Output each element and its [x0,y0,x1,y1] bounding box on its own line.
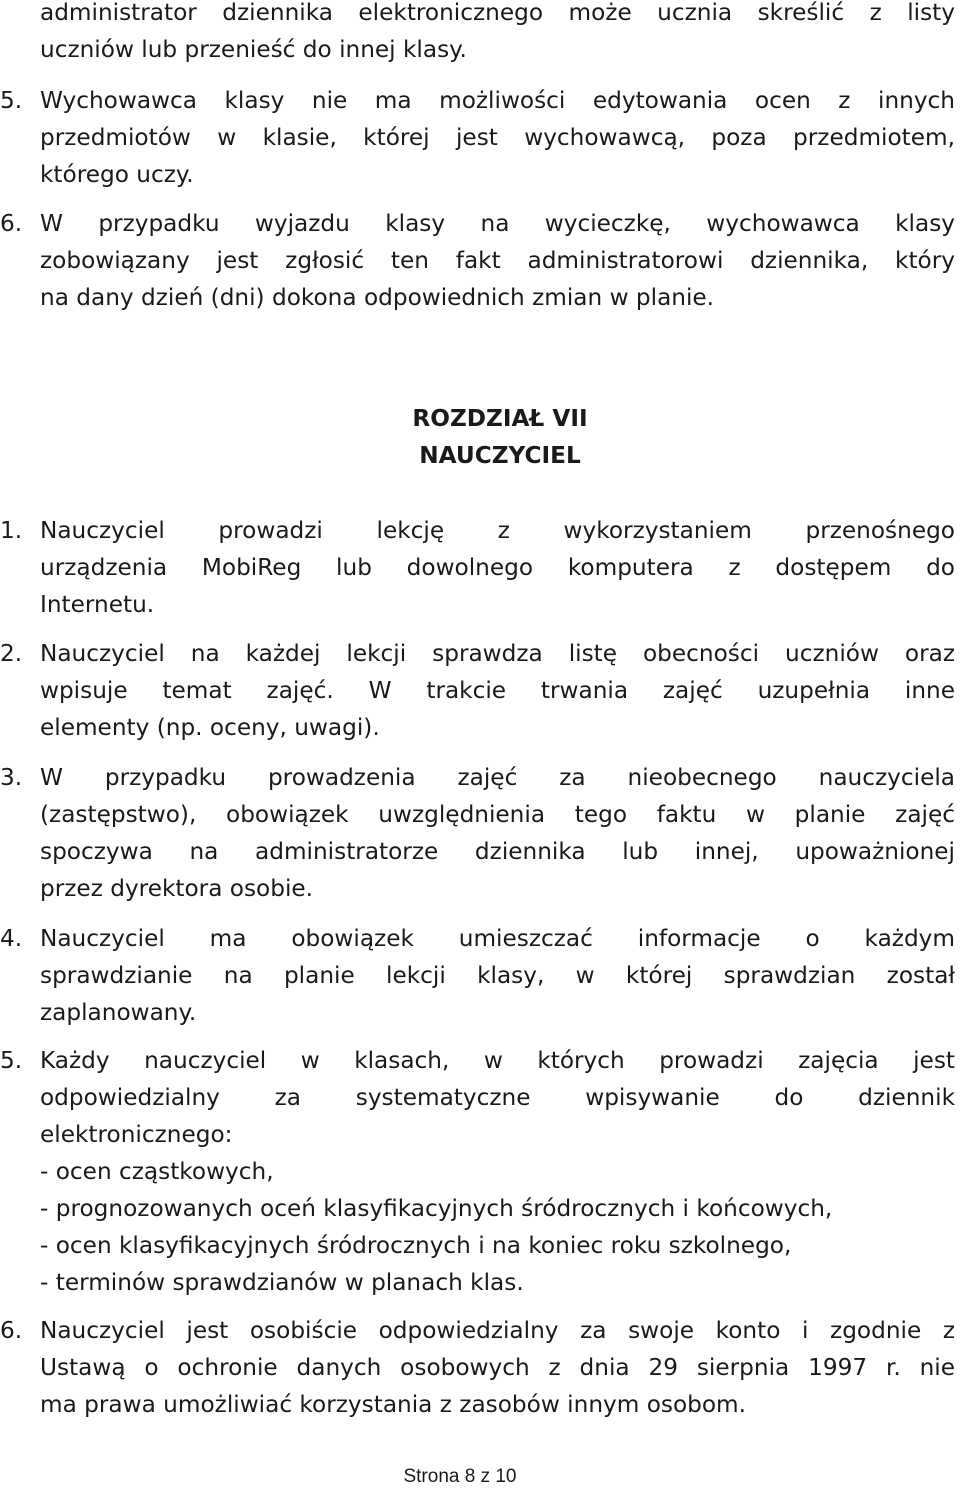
list-item-number: 6. [0,210,23,237]
text-line: przedmiotów w klasie, której jest wychowawcą, poza przedmiotem, [40,124,955,151]
chapter-subtitle: NAUCZYCIEL [419,442,581,469]
text-line: Każdy nauczyciel w klasach, w których prowadzi zajęcia jest [40,1047,955,1074]
list-item-number: 6. [0,1317,23,1344]
text-line: Nauczyciel prowadzi lekcję z wykorzystaniem przenośnego [40,517,955,544]
text-line: wpisuje temat zajęć. W trakcie trwania zajęć uzupełnia inne [40,677,955,704]
list-item-number: 4. [0,925,23,952]
text-line: na dany dzień (dni) dokona odpowiednich zmian w planie. [40,284,715,311]
text-line: ma prawa umożliwiać korzystania z zasobów innym osobom. [40,1391,747,1418]
list-item-number: 5. [0,87,23,114]
text-line: którego uczy. [40,161,194,188]
list-item-number: 5. [0,1047,23,1074]
text-line: - prognozowanych oceń klasyfikacyjnych śródrocznych i końcowych, [40,1195,833,1222]
list-item [0,759,955,907]
text-line: (zastępstwo), obowiązek uwzględnienia tego faktu w planie zajęć [40,801,955,828]
text-line: W przypadku wyjazdu klasy na wycieczkę, wychowawca klasy [40,210,955,237]
list-item-number: 1. [0,517,23,544]
text-line: sprawdzianie na planie lekcji klasy, w której sprawdzian został [40,962,955,989]
text-line: Ustawą o ochronie danych osobowych z dnia 29 sierpnia 1997 r. nie [40,1354,955,1381]
text-line: elementy (np. oceny, uwagi). [40,714,380,741]
list-item [0,920,955,1031]
text-line: Internetu. [40,591,155,618]
text-line: Nauczyciel na każdej lekcji sprawdza listę obecności uczniów oraz [40,640,955,667]
text-line: spoczywa na administratorze dziennika lub innej, upoważnionej [40,838,955,865]
list-item-number: 3. [0,764,23,791]
text-line: - terminów sprawdzianów w planach klas. [40,1269,524,1296]
text-line: administrator dziennika elektronicznego może ucznia skreślić z listy [40,0,955,26]
text-line: elektronicznego: [40,1121,233,1148]
text-line: W przypadku prowadzenia zajęć za nieobecnego nauczyciela [40,764,955,791]
text-line: zobowiązany jest zgłosić ten fakt administratorowi dziennika, który [40,247,955,274]
text-line: Wychowawca klasy nie ma możliwości edytowania ocen z innych [40,87,955,114]
text-line: - ocen cząstkowych, [40,1158,274,1185]
chapter-title: ROZDZIAŁ VII [412,405,588,432]
list-item [0,1042,955,1301]
list-item [0,1312,955,1423]
text-line: Nauczyciel jest osobiście odpowiedzialny za swoje konto i zgodnie z [40,1317,955,1344]
list-item [0,635,955,746]
list-item [0,512,955,623]
list-item [0,205,955,316]
text-line: Nauczyciel ma obowiązek umieszczać informacje o każdym [40,925,955,952]
text-line: - ocen klasyfikacyjnych śródrocznych i na koniec roku szkolnego, [40,1232,792,1259]
text-line: uczniów lub przenieść do innej klasy. [40,36,467,63]
text-line: odpowiedzialny za systematyczne wpisywanie do dziennik [40,1084,955,1111]
page-number: Strona 8 z 10 [403,1466,517,1487]
text-line: zaplanowany. [40,999,197,1026]
intro-paragraph [40,0,955,68]
text-line: urządzenia MobiReg lub dowolnego komputera z dostępem do [40,554,955,581]
list-item-number: 2. [0,640,23,667]
list-item [0,82,955,193]
text-line: przez dyrektora osobie. [40,875,314,902]
